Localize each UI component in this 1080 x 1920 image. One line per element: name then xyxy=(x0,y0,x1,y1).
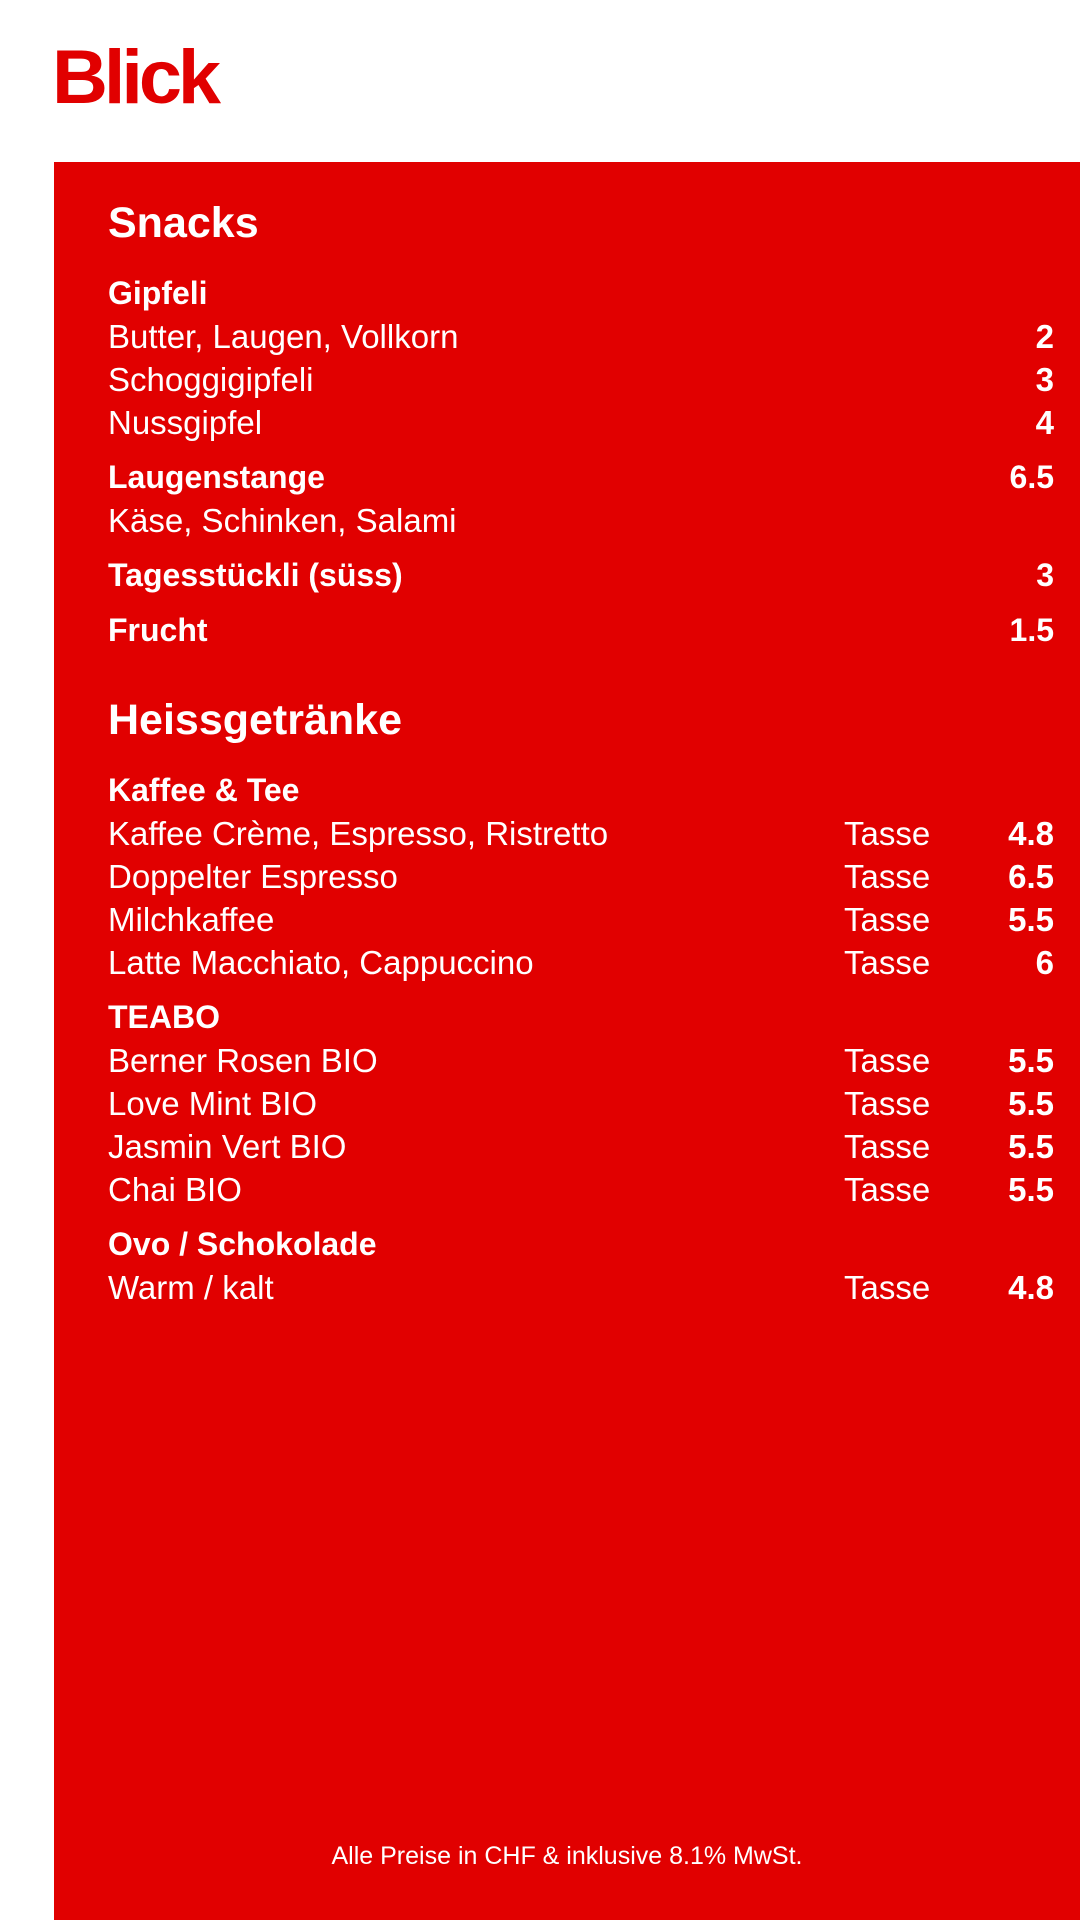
item-price: 2 xyxy=(1035,318,1054,355)
group-heading-name: Ovo / Schokolade xyxy=(108,1226,377,1262)
item-name: Berner Rosen BIO xyxy=(108,1042,378,1079)
menu-item xyxy=(108,858,1054,901)
group-heading xyxy=(108,999,1054,1042)
item-unit: Tasse xyxy=(844,901,931,938)
item-unit: Tasse xyxy=(844,1085,931,1122)
menu-group-teabo xyxy=(108,999,1054,1214)
menu-item xyxy=(108,1171,1054,1214)
item-name: Kaffee Crème, Espresso, Ristretto xyxy=(108,815,609,852)
price-note: Alle Preise in CHF & inklusive 8.1% MwSt. xyxy=(331,1842,803,1870)
blick-logo: Blick xyxy=(52,35,217,120)
menu-item xyxy=(108,1042,1054,1085)
menu-group-ovo-schokolade xyxy=(108,1226,1054,1312)
menu-panel xyxy=(54,162,1080,1920)
menu-item xyxy=(108,944,1054,987)
menu-group-gipfeli xyxy=(108,275,1054,447)
section-title-heissgetraenke: Heissgetränke xyxy=(108,696,402,744)
item-price: 5.5 xyxy=(1008,1042,1054,1079)
menu-group-kaffee-tee xyxy=(108,772,1054,987)
item-name: Schoggigipfeli xyxy=(108,361,314,398)
item-price: 4.8 xyxy=(1008,815,1054,852)
group-heading-price: 3 xyxy=(1036,557,1054,593)
group-heading xyxy=(108,557,1054,600)
item-name: Jasmin Vert BIO xyxy=(108,1128,347,1165)
group-heading-name: Kaffee & Tee xyxy=(108,772,300,808)
item-name: Nussgipfel xyxy=(108,404,263,441)
group-heading-name: Tagesstückli (süss) xyxy=(108,557,403,593)
item-price: 5.5 xyxy=(1008,1128,1054,1165)
item-price: 3 xyxy=(1035,361,1054,398)
group-heading-name: Frucht xyxy=(108,612,208,648)
item-price: 5.5 xyxy=(1008,1171,1054,1208)
menu-item xyxy=(108,361,1054,404)
menu-item xyxy=(108,901,1054,944)
menu-item xyxy=(108,502,1054,545)
group-heading xyxy=(108,612,1054,655)
menu-item xyxy=(108,1085,1054,1128)
group-heading xyxy=(108,1226,1054,1269)
menu-list xyxy=(108,199,1054,1324)
menu-item xyxy=(108,318,1054,361)
item-price: 4 xyxy=(1035,404,1054,441)
item-name: Chai BIO xyxy=(108,1171,242,1208)
item-price: 4.8 xyxy=(1008,1269,1054,1306)
item-unit: Tasse xyxy=(844,858,931,895)
menu-group-laugenstange xyxy=(108,459,1054,545)
group-heading-name: Laugenstange xyxy=(108,459,325,495)
group-heading-name: Gipfeli xyxy=(108,275,208,311)
group-heading xyxy=(108,275,1054,318)
item-name: Käse, Schinken, Salami xyxy=(108,502,457,539)
item-price: 5.5 xyxy=(1008,1085,1054,1122)
menu-group-frucht xyxy=(108,612,1054,655)
group-heading xyxy=(108,772,1054,815)
item-name: Butter, Laugen, Vollkorn xyxy=(108,318,459,355)
group-heading-name: TEABO xyxy=(108,999,220,1035)
item-unit: Tasse xyxy=(844,1042,931,1079)
item-unit: Tasse xyxy=(844,1128,931,1165)
item-price: 6 xyxy=(1035,944,1054,981)
menu-item xyxy=(108,815,1054,858)
menu-group-tagesstueckli xyxy=(108,557,1054,600)
item-name: Latte Macchiato, Cappuccino xyxy=(108,944,534,981)
item-unit: Tasse xyxy=(844,815,931,852)
item-price: 5.5 xyxy=(1008,901,1054,938)
section-title-snacks: Snacks xyxy=(108,199,259,247)
item-unit: Tasse xyxy=(844,1171,931,1208)
item-name: Love Mint BIO xyxy=(108,1085,318,1122)
menu-item xyxy=(108,1128,1054,1171)
group-heading-price: 1.5 xyxy=(1009,612,1054,648)
menu-item xyxy=(108,1269,1054,1312)
group-heading-price: 6.5 xyxy=(1009,459,1054,495)
item-name: Milchkaffee xyxy=(108,901,275,938)
item-price: 6.5 xyxy=(1008,858,1054,895)
item-name: Doppelter Espresso xyxy=(108,858,398,895)
group-heading xyxy=(108,459,1054,502)
item-unit: Tasse xyxy=(844,1269,931,1306)
item-name: Warm / kalt xyxy=(108,1269,274,1306)
item-unit: Tasse xyxy=(844,944,931,981)
menu-item xyxy=(108,404,1054,447)
